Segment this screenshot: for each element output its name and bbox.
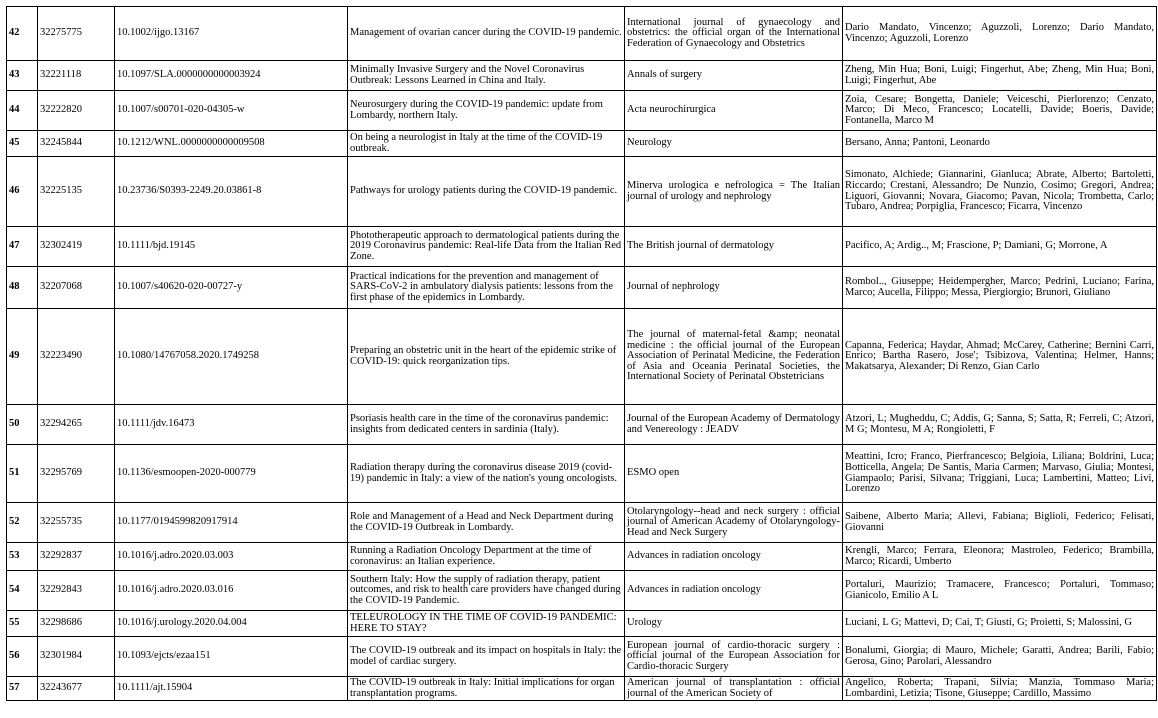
table-row [7,227,1157,267]
title-cell: On being a neurologist in Italy at the time of the COVID-19 outbreak. [348,131,625,157]
doi-cell: 10.1212/WNL.0000000000009508 [115,131,348,157]
journal-cell: The journal of maternal-fetal &amp; neonatal medicine : the official journal of the European Association of Perinatal Medicine, the Federation of Asia and Oceania Perinatal Societies, the International Society of Perinatal Obstetricians [625,309,843,405]
title-cell: Role and Management of a Head and Neck Department during the COVID-19 Outbreak in Lombardy. [348,503,625,543]
row-number: 45 [7,131,38,157]
pmid-cell: 32294265 [38,405,115,445]
journal-cell: Journal of nephrology [625,267,843,309]
doi-cell: 10.23736/S0393-2249.20.03861-8 [115,157,348,227]
journal-cell: Urology [625,611,843,637]
row-number: 52 [7,503,38,543]
authors-cell: Capanna, Federica; Haydar, Ahmad; McCarey, Catherine; Bernini Carri, Enrico; Bartha Rasero, Jose'; Tsibizova, Valentina; Helmer, Hanns; Makatsarya, Alexander; Di Renzo, Gian Carlo [843,309,1157,405]
title-cell: Radiation therapy during the coronavirus disease 2019 (covid-19) pandemic in Italy: a view of the nation's young oncologists. [348,445,625,503]
title-cell: Running a Radiation Oncology Department at the time of coronavirus: an Italian experience. [348,543,625,571]
row-number: 54 [7,571,38,611]
doi-cell: 10.1007/s00701-020-04305-w [115,91,348,131]
row-number: 57 [7,677,38,701]
authors-cell: Zheng, Min Hua; Boni, Luigi; Fingerhut, Abe; Zheng, Min Hua; Boni, Luigi; Fingerhut, Abe [843,61,1157,91]
journal-cell: Annals of surgery [625,61,843,91]
doi-cell: 10.1111/jdv.16473 [115,405,348,445]
row-number: 42 [7,7,38,61]
journal-cell: The British journal of dermatology [625,227,843,267]
pmid-cell: 32302419 [38,227,115,267]
pmid-cell: 32295769 [38,445,115,503]
row-number: 46 [7,157,38,227]
doi-cell: 10.1016/j.adro.2020.03.003 [115,543,348,571]
title-cell: The COVID-19 outbreak in Italy: Initial implications for organ transplantation programs. [348,677,625,701]
pmid-cell: 32275775 [38,7,115,61]
authors-cell: Bonalumi, Giorgia; di Mauro, Michele; Garatti, Andrea; Barili, Fabio; Gerosa, Gino; Parolari, Alessandro [843,637,1157,677]
doi-cell: 10.1136/esmoopen-2020-000779 [115,445,348,503]
title-cell: Management of ovarian cancer during the COVID-19 pandemic. [348,7,625,61]
authors-cell: Simonato, Alchiede; Giannarini, Gianluca; Abrate, Alberto; Bartoletti, Riccardo; Crestani, Alessandro; De Nunzio, Cosimo; Gregori, Andrea; Liguori, Giovanni; Novara, Giacomo; Pavan, Nicola; Trombetta, Carlo; Tubaro, Andrea; Porpiglia, Francesco; Ficarra, Vincenzo [843,157,1157,227]
table-row [7,267,1157,309]
row-number: 51 [7,445,38,503]
table-row [7,405,1157,445]
authors-cell: Meattini, Icro; Franco, Pierfrancesco; Belgioia, Liliana; Boldrini, Luca; Botticella, Angela; De Santis, Maria Carmen; Marvaso, Giulia; Montesi, Giampaolo; Parisi, Silvana; Triggiani, Luca; Lambertini, Matteo; Livi, Lorenzo [843,445,1157,503]
pmid-cell: 32207068 [38,267,115,309]
pmid-cell: 32221118 [38,61,115,91]
publications-table [6,6,1157,701]
title-cell: Neurosurgery during the COVID-19 pandemic: update from Lombardy, northern Italy. [348,91,625,131]
pmid-cell: 32292843 [38,571,115,611]
table-row [7,611,1157,637]
table-row [7,637,1157,677]
journal-cell: American journal of transplantation : official journal of the American Society of [625,677,843,701]
doi-cell: 10.1093/ejcts/ezaa151 [115,637,348,677]
table-row [7,157,1157,227]
pmid-cell: 32298686 [38,611,115,637]
doi-cell: 10.1007/s40620-020-00727-y [115,267,348,309]
title-cell: Psoriasis health care in the time of the coronavirus pandemic: insights from dedicated centers in sardinia (Italy). [348,405,625,445]
journal-cell: European journal of cardio-thoracic surgery : official journal of the European Association for Cardio-thoracic Surgery [625,637,843,677]
title-cell: Practical indications for the prevention and management of SARS-CoV-2 in ambulatory dialysis patients: lessons from the first phase of the epidemics in Lombardy. [348,267,625,309]
table-row [7,677,1157,701]
title-cell: Minimally Invasive Surgery and the Novel Coronavirus Outbreak: Lessons Learned in China and Italy. [348,61,625,91]
row-number: 48 [7,267,38,309]
row-number: 55 [7,611,38,637]
journal-cell: Acta neurochirurgica [625,91,843,131]
title-cell: TELEUROLOGY IN THE TIME OF COVID-19 PANDEMIC: HERE TO STAY? [348,611,625,637]
doi-cell: 10.1016/j.adro.2020.03.016 [115,571,348,611]
row-number: 56 [7,637,38,677]
table-row [7,543,1157,571]
doi-cell: 10.1016/j.urology.2020.04.004 [115,611,348,637]
row-number: 47 [7,227,38,267]
row-number: 53 [7,543,38,571]
table-row [7,445,1157,503]
journal-cell: Minerva urologica e nefrologica = The Italian journal of urology and nephrology [625,157,843,227]
pmid-cell: 32255735 [38,503,115,543]
journal-cell: ESMO open [625,445,843,503]
title-cell: Preparing an obstetric unit in the heart of the epidemic strike of COVID-19: quick reorganization tips. [348,309,625,405]
journal-cell: Otolaryngology--head and neck surgery : official journal of American Academy of Otolaryngology-Head and Neck Surgery [625,503,843,543]
journal-cell: Advances in radiation oncology [625,543,843,571]
row-number: 43 [7,61,38,91]
doi-cell: 10.1080/14767058.2020.1749258 [115,309,348,405]
pmid-cell: 32292837 [38,543,115,571]
pmid-cell: 32301984 [38,637,115,677]
row-number: 50 [7,405,38,445]
pmid-cell: 32222820 [38,91,115,131]
title-cell: The COVID-19 outbreak and its impact on hospitals in Italy: the model of cardiac surgery. [348,637,625,677]
journal-cell: Journal of the European Academy of Dermatology and Venereology : JEADV [625,405,843,445]
pmid-cell: 32223490 [38,309,115,405]
journal-cell: Neurology [625,131,843,157]
doi-cell: 10.1177/0194599820917914 [115,503,348,543]
table-row [7,309,1157,405]
table-row [7,7,1157,61]
table-body [7,7,1157,701]
authors-cell: Bersano, Anna; Pantoni, Leonardo [843,131,1157,157]
authors-cell: Saibene, Alberto Maria; Allevi, Fabiana; Biglioli, Federico; Felisati, Giovanni [843,503,1157,543]
title-cell: Southern Italy: How the supply of radiation therapy, patient outcomes, and risk to health care providers have changed during the COVID-19 Pandemic. [348,571,625,611]
authors-cell: Angelico, Roberta; Trapani, Silvia; Manzia, Tommaso Maria; Lombardini, Letizia; Tisone, Giuseppe; Cardillo, Massimo [843,677,1157,701]
authors-cell: Pacifico, A; Ardig.., M; Frascione, P; Damiani, G; Morrone, A [843,227,1157,267]
authors-cell: Portaluri, Maurizio; Tramacere, Francesco; Portaluri, Tommaso; Gianicolo, Emilio A L [843,571,1157,611]
journal-cell: International journal of gynaecology and obstetrics: the official organ of the International Federation of Gynaecology and Obstetrics [625,7,843,61]
title-cell: Pathways for urology patients during the COVID-19 pandemic. [348,157,625,227]
authors-cell: Dario Mandato, Vincenzo; Aguzzoli, Lorenzo; Dario Mandato, Vincenzo; Aguzzoli, Lorenzo [843,7,1157,61]
doi-cell: 10.1097/SLA.0000000000003924 [115,61,348,91]
table-row [7,571,1157,611]
authors-cell: Rombol.., Giuseppe; Heidempergher, Marco; Pedrini, Luciano; Farina, Marco; Aucella, Filippo; Messa, Piergiorgio; Brunori, Giuliano [843,267,1157,309]
authors-cell: Luciani, L G; Mattevi, D; Cai, T; Giusti, G; Proietti, S; Malossini, G [843,611,1157,637]
doi-cell: 10.1111/ajt.15904 [115,677,348,701]
row-number: 49 [7,309,38,405]
table-row [7,131,1157,157]
table-row [7,91,1157,131]
authors-cell: Krengli, Marco; Ferrara, Eleonora; Mastroleo, Federico; Brambilla, Marco; Ricardi, Umberto [843,543,1157,571]
journal-cell: Advances in radiation oncology [625,571,843,611]
pmid-cell: 32243677 [38,677,115,701]
pmid-cell: 32225135 [38,157,115,227]
table-row [7,503,1157,543]
doi-cell: 10.1111/bjd.19145 [115,227,348,267]
doi-cell: 10.1002/ijgo.13167 [115,7,348,61]
authors-cell: Atzori, L; Mugheddu, C; Addis, G; Sanna, S; Satta, R; Ferreli, C; Atzori, M G; Montesu, M A; Rongioletti, F [843,405,1157,445]
authors-cell: Zoia, Cesare; Bongetta, Daniele; Veiceschi, Pierlorenzo; Cenzato, Marco; Di Meco, Francesco; Locatelli, Davide; Boeris, Davide; Fontanella, Marco M [843,91,1157,131]
table-row [7,61,1157,91]
title-cell: Phototherapeutic approach to dermatological patients during the 2019 Coronavirus pandemic: Real-life Data from the Italian Red Zone. [348,227,625,267]
row-number: 44 [7,91,38,131]
pmid-cell: 32245844 [38,131,115,157]
